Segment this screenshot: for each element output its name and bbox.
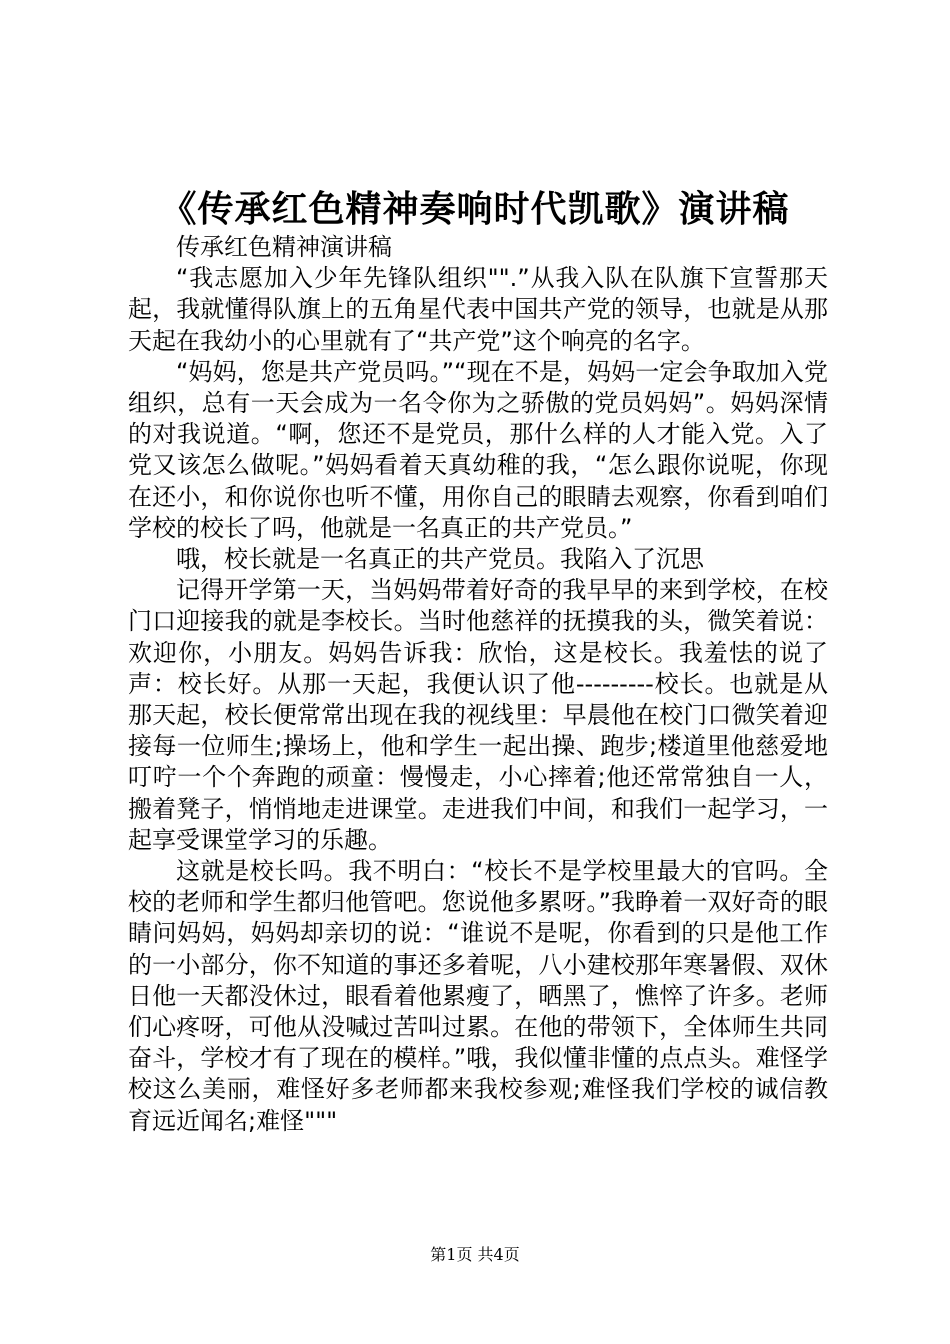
page-footer: 第1页 共4页: [430, 1245, 520, 1264]
paragraph: 哦，校长就是一名真正的共产党员。我陷入了沉思: [176, 545, 704, 574]
paragraph: “我志愿加入少年先锋队组织"".”从我入队在队旗下宣誓那天起，我就懂得队旗上的五角星代表中国共产党的领导，也就是从那天起在我幼小的心里就有了“共产党”这个响亮的名字。: [128, 264, 828, 355]
paragraph: “妈妈，您是共产党员吗。”“现在不是，妈妈一定会争取加入党组织，总有一天会成为一名令你为之骄傲的党员妈妈”。妈妈深情的对我说道。“啊，您还不是党员，那什么样的人才能入党。入了党又该怎么做呢。”妈妈看着天真幼稚的我，“怎么跟你说呢，你现在还小，和你说你也听不懂，用你自己的眼睛去观察，你看到咱们学校的校长了吗，他就是一名真正的共产党员。”: [128, 357, 828, 542]
paragraph: 这就是校长吗。我不明白：“校长不是学校里最大的官吗。全校的老师和学生都归他管吧。您说他多累呀。”我睁着一双好奇的眼睛问妈妈，妈妈却亲切的说：“谁说不是呢，你看到的只是他工作的一小部分，你不知道的事还多着呢，八小建校那年寒暑假、双休日他一天都没休过，眼看着他累瘦了，晒黑了，憔悴了许多。老师们心疼呀，可他从没喊过苦叫过累。在他的带领下，全体师生共同奋斗，学校才有了现在的模样。”哦，我似懂非懂的点点头。难怪学校这么美丽，难怪好多老师都来我校参观;难怪我们学校的诚信教育远近闻名;难怪""": [128, 857, 828, 1135]
paragraph-subtitle: 传承红色精神演讲稿: [176, 233, 392, 261]
document-body: [128, 232, 828, 1137]
document-title: 《传承红色精神奏响时代凯歌》演讲稿: [160, 188, 790, 230]
paragraph: 记得开学第一天，当妈妈带着好奇的我早早的来到学校，在校门口迎接我的就是李校长。当时他慈祥的抚摸我的头，微笑着说：欢迎你，小朋友。妈妈告诉我：欣怡，这是校长。我羞怯的说了声：校长好。从那一天起，我便认识了他---------校长。也就是从那天起，校长便常常出现在我的视线里：早晨他在校门口微笑着迎接每一位师生;操场上，他和学生一起出操、跑步;楼道里他慈爱地叮咛一个个奔跑的顽童：慢慢走，小心摔着;他还常常独自一人，搬着凳子，悄悄地走进课堂。走进我们中间，和我们一起学习，一起享受课堂学习的乐趣。: [128, 576, 828, 854]
